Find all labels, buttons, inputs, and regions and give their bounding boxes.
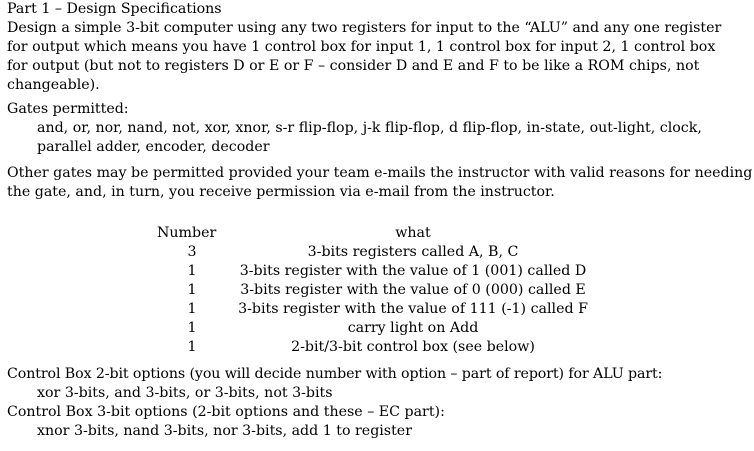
- intro-line: for output which means you have 1 control box for input 1, 1 control box for input 2, 1 control box: [7, 39, 716, 55]
- intro-line: Design a simple 3-bit computer using any two registers for input to the “ALU” and any one register: [7, 20, 722, 36]
- control-3bit-heading: Control Box 3-bit options (2-bit options and these – EC part):: [7, 404, 445, 420]
- table-header-row: [157, 224, 593, 243]
- column-header-number: Number: [157, 225, 217, 241]
- row-what: 2-bit/3-bit control box (see below): [291, 339, 535, 355]
- intro-line: for output (but not to registers D or E or F – consider D and E and F to be like a ROM chips, not: [7, 58, 700, 74]
- row-what: carry light on Add: [347, 320, 479, 336]
- control-3bit-options: xnor 3-bits, nand 3-bits, nor 3-bits, add 1 to register: [37, 423, 412, 439]
- intro-paragraph: [7, 19, 729, 95]
- control-3bit-section: [7, 403, 729, 441]
- part-title: Part 1 – Design Specifications: [7, 1, 222, 17]
- column-header-what: what: [395, 225, 431, 241]
- other-gates-line: the gate, and, in turn, you receive permission via e-mail from the instructor.: [7, 184, 555, 200]
- control-2bit-options: xor 3-bits, and 3-bits, or 3-bits, not 3-bits: [37, 385, 333, 401]
- row-number: 3: [187, 244, 197, 260]
- row-what: 3-bits register with the value of 111 (-1) called F: [238, 301, 588, 317]
- row-number: 1: [187, 282, 197, 298]
- document: [7, 0, 753, 441]
- intro-line: changeable).: [7, 77, 100, 93]
- table-row: [157, 243, 593, 262]
- control-2bit-section: [7, 365, 729, 403]
- components-table: [157, 224, 593, 357]
- other-gates-paragraph: [7, 164, 753, 202]
- gates-list-line: parallel adder, encoder, decoder: [37, 139, 270, 155]
- gates-section: [7, 100, 729, 157]
- table-row: [157, 281, 593, 300]
- gates-heading: Gates permitted:: [7, 101, 129, 117]
- row-what: 3-bits register with the value of 0 (000) called E: [240, 282, 586, 298]
- table-row: [157, 300, 593, 319]
- control-2bit-heading: Control Box 2-bit options (you will decide number with option – part of report) for ALU part:: [7, 366, 663, 382]
- row-number: 1: [187, 301, 197, 317]
- gates-list-line: and, or, nor, nand, not, xor, xnor, s-r flip-flop, j-k flip-flop, d flip-flop, in-state, out-light, clock,: [37, 120, 702, 136]
- row-number: 1: [187, 320, 197, 336]
- row-number: 1: [187, 339, 197, 355]
- row-what: 3-bits register with the value of 1 (001) called D: [239, 263, 587, 279]
- other-gates-line: Other gates may be permitted provided your team e-mails the instructor with valid reasons for needing: [7, 165, 753, 181]
- table-row: [157, 338, 593, 357]
- table-row: [157, 262, 593, 281]
- table-row: [157, 319, 593, 338]
- row-what: 3-bits registers called A, B, C: [307, 244, 519, 260]
- row-number: 1: [187, 263, 197, 279]
